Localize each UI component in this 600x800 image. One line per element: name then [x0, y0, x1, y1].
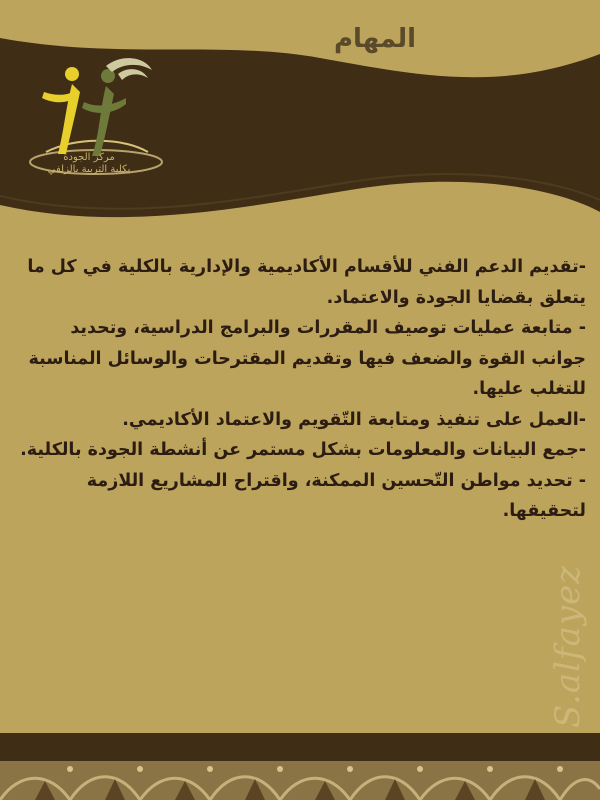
task-item-4: -جمع البيانات والمعلومات بشكل مستمر عن أنشطة الجودة بالكلية.: [20, 440, 586, 460]
footer-band: [0, 733, 600, 761]
logo-caption: [28, 152, 150, 176]
tasks-list: [18, 252, 586, 527]
task-item-1: -تقديم الدعم الفني للأقسام الأكاديمية والإدارية بالكلية في كل ما يتعلق بقضايا الجودة والاعتماد.: [27, 257, 586, 308]
watermark-signature: S.alfayez: [548, 564, 588, 728]
task-item-5: - تحديد مواطن التّحسين الممكنة، واقتراح المشاريع اللازمة لتحقيقها.: [86, 470, 586, 521]
logo-line-2: بكلية التربية بالزلفي: [47, 164, 131, 175]
task-item-2: - متابعة عمليات توصيف المقررات والبرامج الدراسية، وتحديد جوانب القوة والضعف فيها وتقديم المقترحات والوسائل المناسبة للتغلب عليها.: [28, 318, 586, 399]
logo-line-1: مركز الجودة: [63, 152, 115, 163]
task-item-3: -العمل على تنفيذ ومتابعة التّقويم والاعتماد الأكاديمي.: [122, 409, 586, 430]
footer-ornament-pattern: [0, 761, 600, 800]
page-title: المهام: [333, 24, 417, 54]
